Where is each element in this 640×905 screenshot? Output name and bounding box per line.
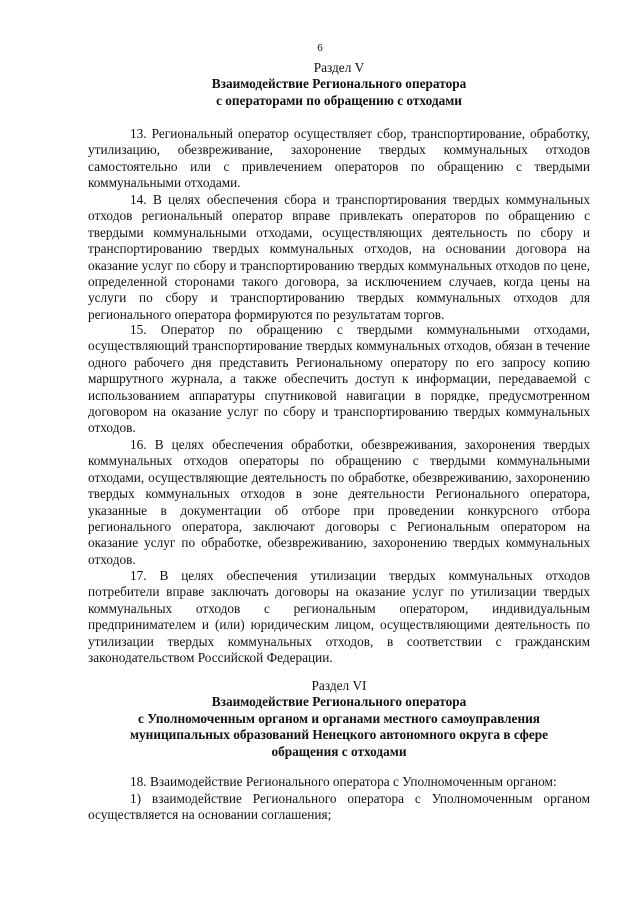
section-v-label: Раздел V [313, 60, 365, 75]
section-v-heading [88, 60, 590, 109]
paragraph-15: 15. Оператор по обращению с твердыми коммунальными отходами, осуществляющий транспортирование твердых коммунальных отходов, обязан в течение одного рабочего дня представить Региональному оператору по его запросу копию маршрутного журнала, а также обеспечить доступ к информации, передаваемой с использованием аппаратуры спутниковой навигации в порядке, предусмотренном договором на оказание услуг по сбору и транспортированию твердых коммунальных отходов. [88, 322, 590, 436]
section-vi-title-line-1: Взаимодействие Регионального оператора [211, 694, 467, 710]
paragraph-14: 14. В целях обеспечения сбора и транспортирования твердых коммунальных отходов региональный оператор вправе привлекать операторов по обращению с твердыми коммунальными отходами, осуществляющих деятельность по сбору и транспортированию твердых коммунальных отходов, на основании договора на оказание услуг по сбору и транспортированию твердых коммунальных отходов по цене, определенной сторонами такого договора, за исключением случаев, когда цены на услуги по сбору и транспортированию твердых коммунальных отходов для регионального оператора формируются по результатам торгов. [88, 192, 590, 322]
section-vi-title-line-4: обращения с отходами [271, 743, 407, 759]
paragraph-16: 16. В целях обеспечения обработки, обезвреживания, захоронения твердых коммунальных отходов операторы по обращению с твердыми коммунальными отходами, осуществляющие деятельность по обработке, обезвреживанию, захоронению твердых коммунальных отходов в зоне деятельности Регионального оператора, указанные в документации об отборе при проведении конкурсного отбора регионального оператора, заключают договоры с Региональным оператором на оказание услуг по обработке, обезвреживанию, захоронению твердых коммунальных отходов. [88, 437, 590, 567]
section-v-title-line-1: Взаимодействие Регионального оператора [211, 76, 467, 92]
paragraph-18: 18. Взаимодействие Регионального оператора с Уполномоченным органом: [130, 774, 557, 789]
section-vi-heading [88, 678, 590, 760]
paragraph-18-item-1: 1) взаимодействие Регионального оператора с Уполномоченным органом осуществляется на основании соглашения; [88, 791, 590, 823]
section-v-title-line-2: с операторами по обращению с отходами [216, 92, 462, 108]
section-vi-title-line-2: с Уполномоченным органом и органами местного самоуправления [138, 710, 540, 726]
paragraph-17: 17. В целях обеспечения утилизации твердых коммунальных отходов потребители вправе заключать договоры на оказание услуг по утилизации твердых коммунальных отходов с региональным оператором, индивидуальным предпринимателем и (или) юридическим лицом, осуществляющими деятельность по утилизации твердых коммунальных отходов, в соответствии с гражданским законодательством Российской Федерации. [88, 568, 590, 666]
section-vi-title-line-3: муниципальных образований Ненецкого автономного округа в сфере [129, 727, 549, 743]
paragraph-13: 13. Региональный оператор осуществляет сбор, транспортирование, обработку, утилизацию, обезвреживание, захоронение твердых коммунальных отходов самостоятельно или с привлечением операторов по обращению с твердыми коммунальными отходами. [88, 126, 590, 191]
section-vi-label: Раздел VI [311, 678, 367, 693]
page-number: 6 [317, 42, 323, 54]
